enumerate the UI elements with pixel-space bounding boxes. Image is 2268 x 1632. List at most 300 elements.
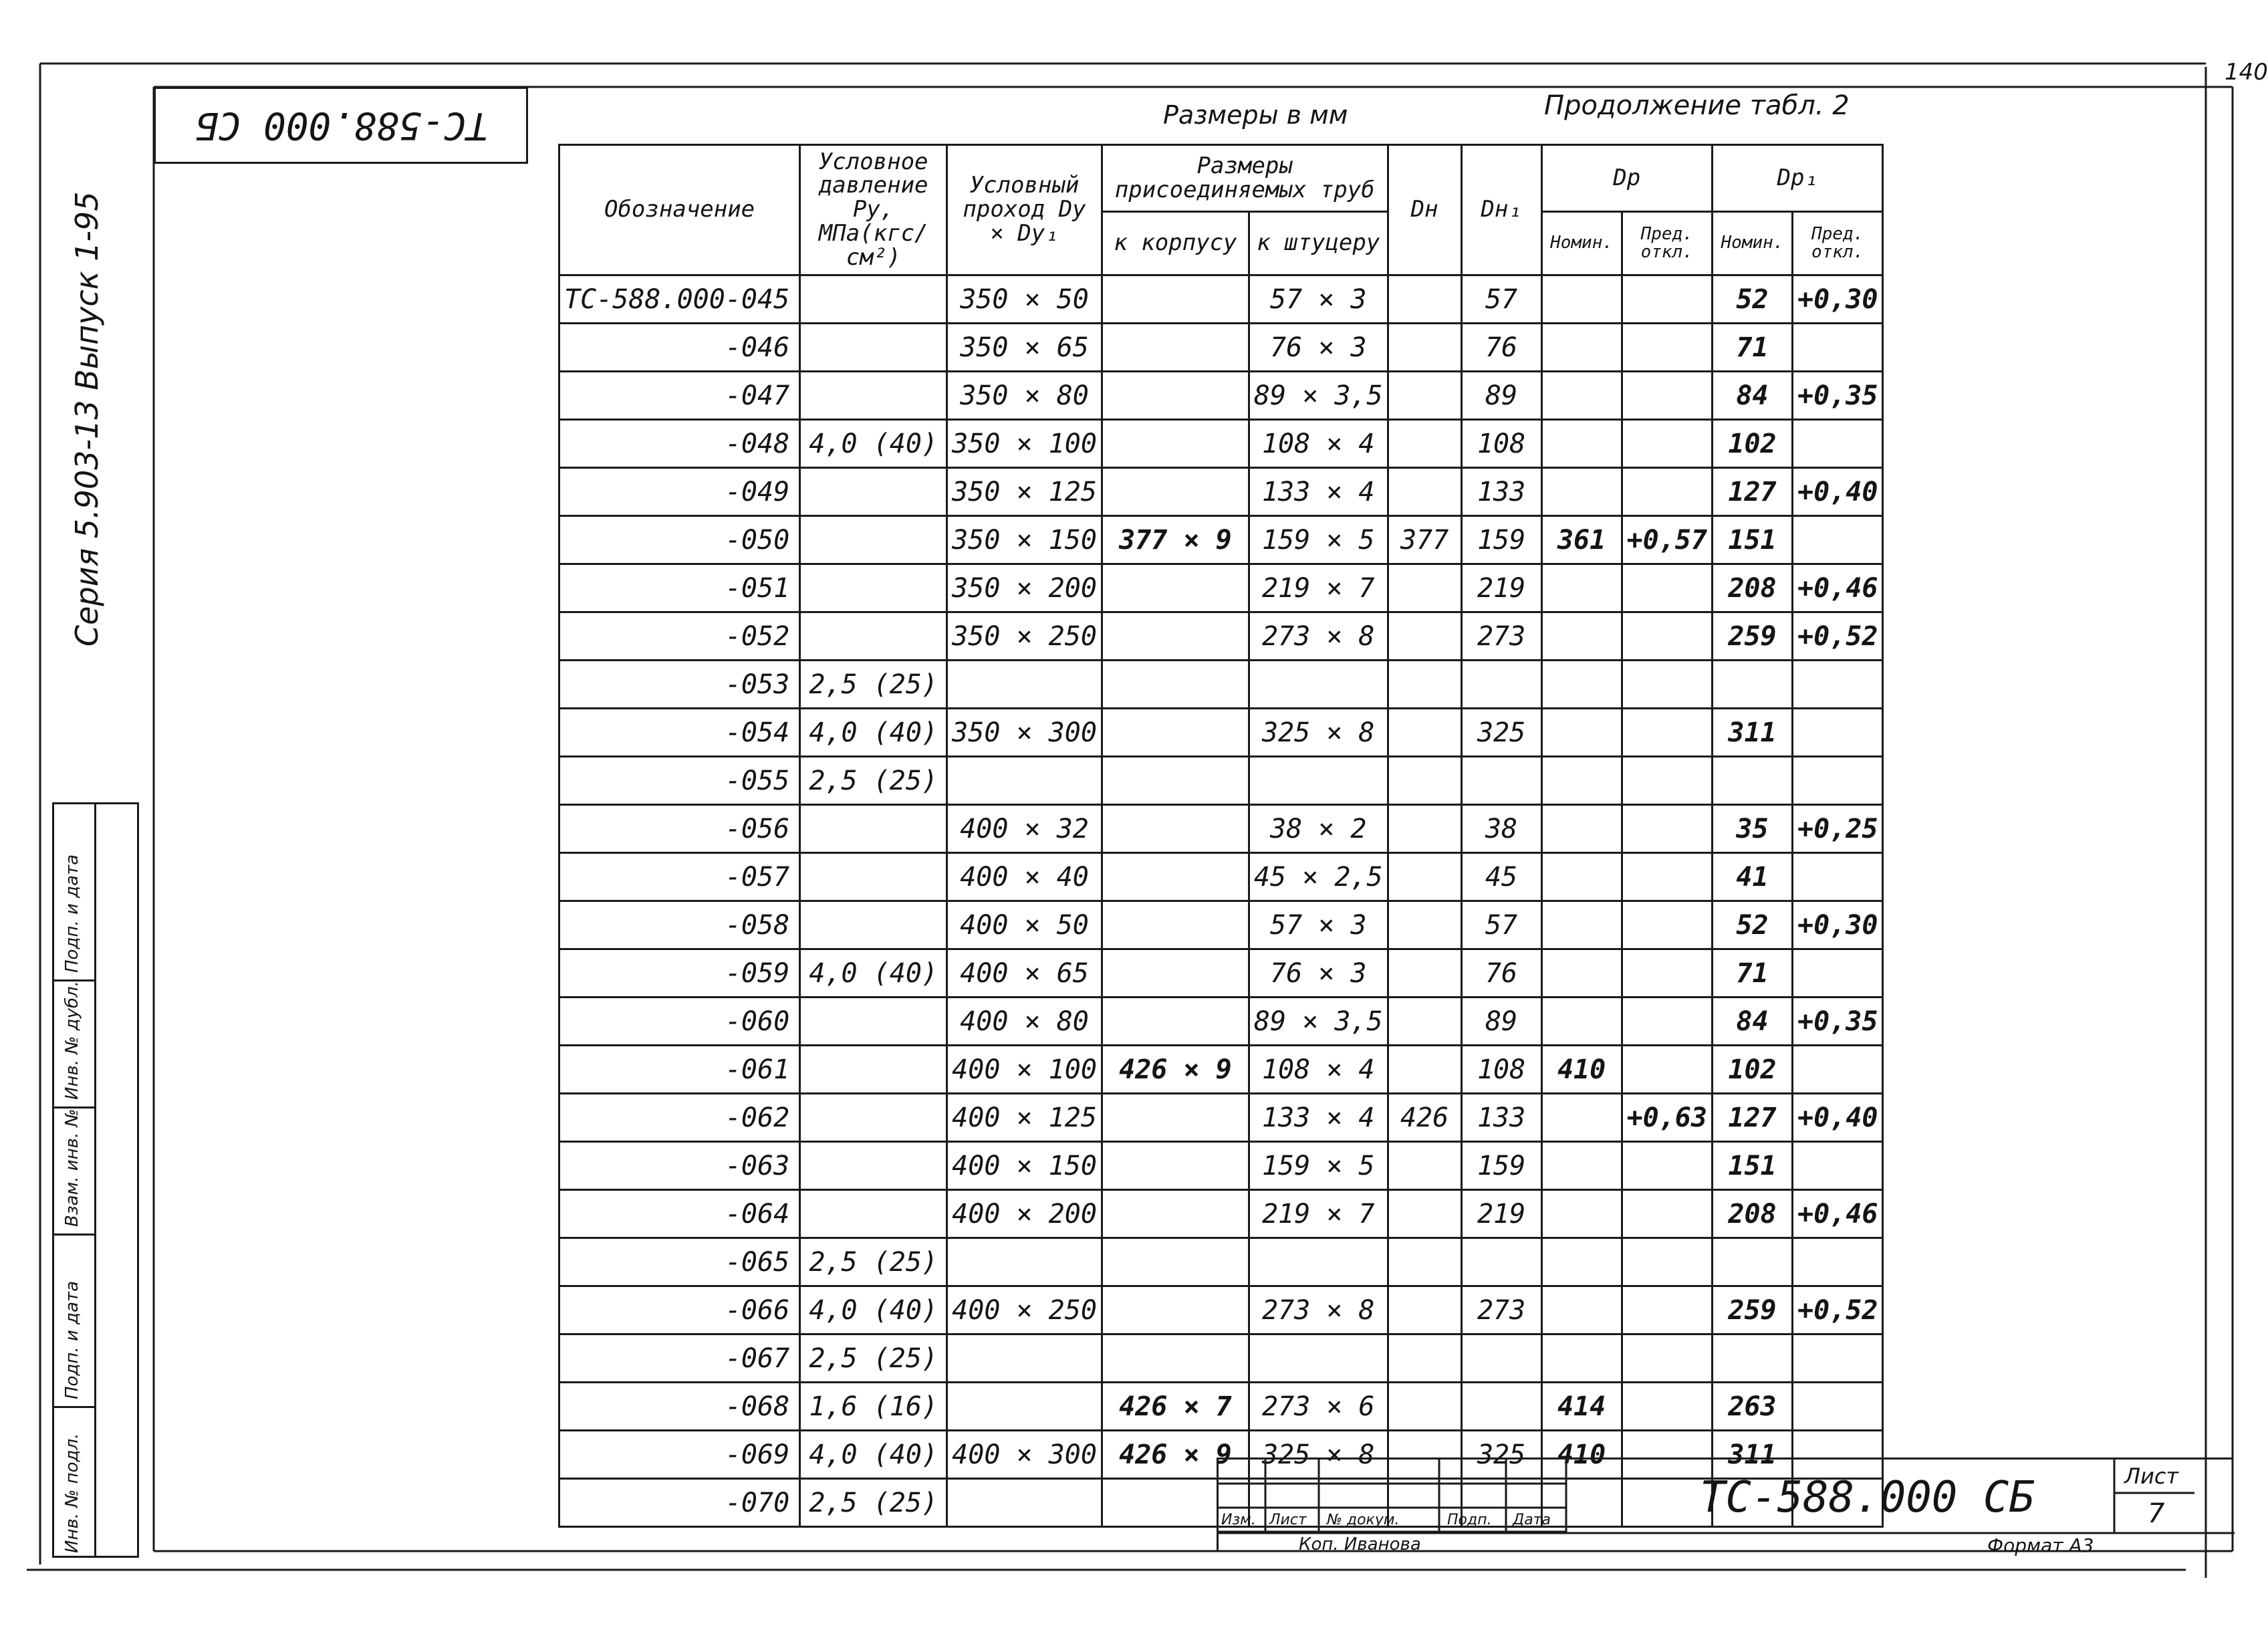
fitting-pipe-cell: 273 × 6 [1249,1383,1388,1431]
side-stamp-label: Взам. инв. № [62,1109,82,1227]
dn-cell [1388,757,1461,805]
dp-nominal-cell [1541,757,1622,805]
dp1-nominal-cell: 127 [1712,1094,1792,1142]
passage-cell [947,1334,1102,1383]
pressure-cell [800,275,947,324]
fitting-pipe-cell: 76 × 3 [1249,949,1388,998]
dp-nominal-cell [1541,564,1622,612]
dp-deviation-cell [1622,1142,1712,1190]
fitting-pipe-cell: 325 × 8 [1249,1431,1388,1479]
side-stamp-label: Инв. № дубл. [62,981,82,1100]
dp1-deviation-cell [1792,1383,1882,1431]
pressure-cell [800,564,947,612]
dn1-cell: 273 [1461,1286,1541,1334]
dp-deviation-cell [1622,372,1712,420]
body-pipe-cell [1102,805,1249,853]
table-row [559,661,1883,709]
pressure-cell [800,324,947,372]
dp-deviation-cell [1622,1046,1712,1094]
fitting-pipe-cell [1249,1334,1388,1383]
header-nominal-pressure: Условное давление Py, МПа(кгс/см²) [800,145,947,275]
body-pipe-cell [1102,998,1249,1046]
fitting-pipe-cell: 57 × 3 [1249,275,1388,324]
dp1-nominal-cell: 35 [1712,805,1792,853]
dp-deviation-cell [1622,1383,1712,1431]
dp1-deviation-cell: +0,46 [1792,1190,1882,1238]
dn1-cell: 325 [1461,1431,1541,1479]
dn1-cell [1461,1334,1541,1383]
dp1-deviation-cell [1792,1238,1882,1286]
dn1-cell: 273 [1461,612,1541,661]
side-stamp-label: Подп. и дата [62,854,82,973]
pressure-cell [800,612,947,661]
dp-nominal-cell [1541,1190,1622,1238]
dp1-deviation-cell: +0,52 [1792,612,1882,661]
table-row [559,1142,1883,1190]
drawing-code: ТС-588.000 СБ [1700,1473,2035,1522]
dp1-deviation-cell [1792,853,1882,901]
dn1-cell: 219 [1461,564,1541,612]
dp-deviation-cell [1622,1286,1712,1334]
dp1-deviation-cell [1792,1046,1882,1094]
dn-cell [1388,1286,1461,1334]
passage-cell: 400 × 300 [947,1431,1102,1479]
table-row [559,757,1883,805]
table-row [559,1094,1883,1142]
dp1-nominal-cell: 259 [1712,612,1792,661]
dp1-nominal-cell: 41 [1712,853,1792,901]
header-to-body: к корпусу [1102,212,1249,275]
table-row [559,1334,1883,1383]
table-row [559,949,1883,998]
dn1-cell: 76 [1461,949,1541,998]
dp1-nominal-cell: 52 [1712,275,1792,324]
body-pipe-cell [1102,1094,1249,1142]
pressure-cell: 4,0 (40) [800,1286,947,1334]
units-note: Размеры в мм [1163,100,1348,130]
header-designation: Обозначение [559,145,800,275]
passage-cell: 400 × 150 [947,1142,1102,1190]
dp-deviation-cell [1622,420,1712,468]
dn1-cell: 89 [1461,372,1541,420]
dp1-deviation-cell: +0,30 [1792,901,1882,949]
dp-nominal-cell [1541,1142,1622,1190]
body-pipe-cell [1102,1190,1249,1238]
dp1-nominal-cell: 151 [1712,1142,1792,1190]
table-row [559,468,1883,516]
dp-nominal-cell [1541,1094,1622,1142]
table-row [559,1046,1883,1094]
pressure-cell [800,853,947,901]
pressure-cell: 2,5 (25) [800,661,947,709]
title-col-label: Подп. [1447,1512,1492,1528]
designation-cell: -068 [559,1383,800,1431]
dp-deviation-cell [1622,612,1712,661]
pressure-cell [800,805,947,853]
body-pipe-cell [1102,1334,1249,1383]
side-stamp-label: Инв. № подл. [62,1433,82,1553]
dp-nominal-cell [1541,998,1622,1046]
copied-by: Коп. Иванова [1299,1534,1421,1554]
designation-cell: -067 [559,1334,800,1383]
designation-cell: -046 [559,324,800,372]
dp-deviation-cell [1622,564,1712,612]
fitting-pipe-cell: 219 × 7 [1249,1190,1388,1238]
dn-cell [1388,998,1461,1046]
table-row [559,998,1883,1046]
dn1-cell [1461,757,1541,805]
table-row [559,564,1883,612]
passage-cell [947,1383,1102,1431]
dp-deviation-cell [1622,949,1712,998]
passage-cell: 350 × 150 [947,516,1102,564]
dp-nominal-cell [1541,709,1622,757]
passage-cell: 400 × 40 [947,853,1102,901]
body-pipe-cell [1102,468,1249,516]
passage-cell: 400 × 250 [947,1286,1102,1334]
dp-deviation-cell [1622,661,1712,709]
fitting-pipe-cell [1249,661,1388,709]
designation-cell: -065 [559,1238,800,1286]
dn-cell [1388,468,1461,516]
pressure-cell: 4,0 (40) [800,949,947,998]
passage-cell: 350 × 100 [947,420,1102,468]
body-pipe-cell [1102,709,1249,757]
side-stamp [52,802,139,1558]
designation-cell: -060 [559,998,800,1046]
table-row [559,1383,1883,1431]
dp-nominal-cell [1541,853,1622,901]
side-stamp-rule [54,1406,94,1408]
body-pipe-cell: 426 × 9 [1102,1046,1249,1094]
dn1-cell: 219 [1461,1190,1541,1238]
dn1-cell: 133 [1461,468,1541,516]
dp-nominal-cell [1541,1286,1622,1334]
dn1-cell: 57 [1461,901,1541,949]
passage-cell: 350 × 300 [947,709,1102,757]
dp-nominal-cell: 410 [1541,1046,1622,1094]
table-row [559,372,1883,420]
dn-cell [1388,1046,1461,1094]
sheet-label: Лист [2124,1464,2179,1489]
passage-cell [947,1479,1102,1527]
pressure-cell: 4,0 (40) [800,420,947,468]
dp1-nominal-cell [1712,1334,1792,1383]
designation-cell: -066 [559,1286,800,1334]
dn-cell [1388,901,1461,949]
side-stamp-divider [94,804,96,1556]
dp1-nominal-cell: 84 [1712,998,1792,1046]
dp-deviation-cell [1622,1334,1712,1383]
dn1-cell [1461,661,1541,709]
dn-cell [1388,1334,1461,1383]
table-row [559,901,1883,949]
passage-cell [947,1238,1102,1286]
designation-cell: -049 [559,468,800,516]
dn-cell [1388,275,1461,324]
dp-deviation-cell [1622,853,1712,901]
dp-nominal-cell [1541,420,1622,468]
designation-cell: -051 [559,564,800,612]
table-row [559,324,1883,372]
fitting-pipe-cell: 89 × 3,5 [1249,372,1388,420]
body-pipe-cell [1102,949,1249,998]
table-row [559,420,1883,468]
fitting-pipe-cell: 133 × 4 [1249,1094,1388,1142]
dp-deviation-cell: +0,57 [1622,516,1712,564]
header-dp1-nominal: Номин. [1712,212,1792,275]
dp-deviation-cell: +0,63 [1622,1094,1712,1142]
body-pipe-cell [1102,853,1249,901]
pressure-cell [800,1046,947,1094]
dn-cell [1388,1383,1461,1431]
passage-cell: 350 × 50 [947,275,1102,324]
header-dp1: Dр₁ [1712,145,1882,212]
dp-deviation-cell [1622,324,1712,372]
dp-deviation-cell [1622,709,1712,757]
dn-cell [1388,324,1461,372]
fitting-pipe-cell [1249,1238,1388,1286]
dp-nominal-cell [1541,468,1622,516]
dp1-nominal-cell: 151 [1712,516,1792,564]
dp1-nominal-cell: 259 [1712,1286,1792,1334]
dn1-cell: 89 [1461,998,1541,1046]
header-to-fitting: к штуцеру [1249,212,1388,275]
body-pipe-cell [1102,901,1249,949]
header-dp-limit-dev: Пред. откл. [1622,212,1712,275]
dp1-deviation-cell: +0,46 [1792,564,1882,612]
dp-deviation-cell [1622,901,1712,949]
pressure-cell [800,468,947,516]
continuation-note: Продолжение табл. 2 [1544,90,1850,121]
passage-cell: 350 × 125 [947,468,1102,516]
pressure-cell [800,372,947,420]
body-pipe-cell [1102,275,1249,324]
dn-cell [1388,612,1461,661]
passage-cell: 400 × 65 [947,949,1102,998]
dn1-cell: 108 [1461,1046,1541,1094]
fitting-pipe-cell: 133 × 4 [1249,468,1388,516]
header-pipe-sizes: Размеры присоединяемых труб [1102,145,1388,212]
dp-deviation-cell [1622,998,1712,1046]
dn1-cell: 133 [1461,1094,1541,1142]
body-pipe-cell [1102,1286,1249,1334]
fitting-pipe-cell: 273 × 8 [1249,612,1388,661]
title-col-label: № докум. [1327,1512,1400,1528]
dp1-nominal-cell: 311 [1712,709,1792,757]
pressure-cell [800,1142,947,1190]
dn-cell [1388,372,1461,420]
designation-cell: -069 [559,1431,800,1479]
table-row [559,805,1883,853]
designation-cell: -064 [559,1190,800,1238]
header-dp-nominal: Номин. [1541,212,1622,275]
title-col-label: Лист [1269,1512,1307,1528]
passage-cell: 350 × 65 [947,324,1102,372]
dp1-deviation-cell: +0,40 [1792,1094,1882,1142]
page-number: 140 [2225,59,2268,86]
dp-deviation-cell [1622,805,1712,853]
pressure-cell [800,901,947,949]
passage-cell: 400 × 50 [947,901,1102,949]
body-pipe-cell [1102,661,1249,709]
body-pipe-cell [1102,324,1249,372]
designation-cell: ТС-588.000-045 [559,275,800,324]
dp1-deviation-cell: +0,35 [1792,372,1882,420]
body-pipe-cell: 377 × 9 [1102,516,1249,564]
fitting-pipe-cell: 159 × 5 [1249,516,1388,564]
fitting-pipe-cell: 38 × 2 [1249,805,1388,853]
fitting-pipe-cell: 108 × 4 [1249,420,1388,468]
dp-nominal-cell [1541,1334,1622,1383]
passage-cell: 400 × 125 [947,1094,1102,1142]
dn1-cell: 159 [1461,516,1541,564]
table-row [559,275,1883,324]
fitting-pipe-cell: 108 × 4 [1249,1046,1388,1094]
title-block [1217,1458,2233,1556]
pressure-cell: 1,6 (16) [800,1383,947,1431]
table-row [559,1190,1883,1238]
designation-cell: -062 [559,1094,800,1142]
dn-cell: 377 [1388,516,1461,564]
passage-cell: 350 × 80 [947,372,1102,420]
dp-nominal-cell [1541,372,1622,420]
dp-deviation-cell [1622,1238,1712,1286]
fitting-pipe-cell: 57 × 3 [1249,901,1388,949]
body-pipe-cell [1102,372,1249,420]
pressure-cell: 2,5 (25) [800,1479,947,1527]
body-pipe-cell [1102,564,1249,612]
dp1-nominal-cell: 311 [1712,1431,1792,1479]
dp1-nominal-cell: 52 [1712,901,1792,949]
table-row [559,1238,1883,1286]
pressure-cell [800,516,947,564]
fitting-pipe-cell: 76 × 3 [1249,324,1388,372]
side-stamp-rule [54,1234,94,1236]
dp-nominal-cell: 361 [1541,516,1622,564]
table-row [559,612,1883,661]
dn-cell [1388,709,1461,757]
dp-deviation-cell [1622,468,1712,516]
designation-cell: -050 [559,516,800,564]
pressure-cell [800,1094,947,1142]
passage-cell: 400 × 200 [947,1190,1102,1238]
dp1-deviation-cell [1792,949,1882,998]
passage-cell [947,661,1102,709]
dp1-nominal-cell: 127 [1712,468,1792,516]
fitting-pipe-cell: 273 × 8 [1249,1286,1388,1334]
body-pipe-cell [1102,757,1249,805]
mirrored-code: ТС-588.000 СБ [196,104,489,147]
dp-nominal-cell [1541,901,1622,949]
designation-cell: -053 [559,661,800,709]
dn1-cell: 325 [1461,709,1541,757]
dn-cell [1388,1238,1461,1286]
body-pipe-cell [1102,1238,1249,1286]
dn-cell: 426 [1388,1094,1461,1142]
dp1-deviation-cell [1792,1142,1882,1190]
dp-deviation-cell [1622,1190,1712,1238]
dp1-deviation-cell [1792,1334,1882,1383]
fitting-pipe-cell: 89 × 3,5 [1249,998,1388,1046]
dp1-nominal-cell: 71 [1712,949,1792,998]
dp-nominal-cell [1541,661,1622,709]
dn-cell [1388,661,1461,709]
table-row [559,1286,1883,1334]
passage-cell: 350 × 200 [947,564,1102,612]
dp1-deviation-cell: +0,30 [1792,275,1882,324]
dp1-nominal-cell: 208 [1712,1190,1792,1238]
body-pipe-cell [1102,1142,1249,1190]
dp1-nominal-cell [1712,1238,1792,1286]
dn1-cell: 108 [1461,420,1541,468]
dn1-cell: 57 [1461,275,1541,324]
dp1-nominal-cell [1712,757,1792,805]
dn1-cell [1461,1238,1541,1286]
header-dp1-limit-dev: Пред. откл. [1792,212,1882,275]
table-row [559,516,1883,564]
sheet-number: 7 [2148,1498,2165,1529]
designation-cell: -047 [559,372,800,420]
dp-deviation-cell [1622,275,1712,324]
body-pipe-cell [1102,420,1249,468]
format-label: Формат А3 [1987,1534,2094,1556]
dp1-deviation-cell [1792,324,1882,372]
body-pipe-cell [1102,612,1249,661]
fitting-pipe-cell: 45 × 2,5 [1249,853,1388,901]
dp-nominal-cell [1541,1238,1622,1286]
dp-nominal-cell [1541,612,1622,661]
dn-cell [1388,805,1461,853]
header-dp: Dр [1541,145,1712,212]
fitting-pipe-cell: 325 × 8 [1249,709,1388,757]
dp1-nominal-cell [1712,661,1792,709]
dn1-cell: 76 [1461,324,1541,372]
dp1-deviation-cell: +0,25 [1792,805,1882,853]
designation-cell: -063 [559,1142,800,1190]
dp1-deviation-cell: +0,35 [1792,998,1882,1046]
fitting-pipe-cell: 159 × 5 [1249,1142,1388,1190]
designation-cell: -048 [559,420,800,468]
dp1-nominal-cell: 84 [1712,372,1792,420]
pressure-cell: 4,0 (40) [800,1431,947,1479]
dn-cell [1388,1142,1461,1190]
dn1-cell: 45 [1461,853,1541,901]
pressure-cell: 2,5 (25) [800,1334,947,1383]
dp-deviation-cell [1622,757,1712,805]
dn-cell [1388,420,1461,468]
dimensions-table [558,144,1884,1528]
dp-nominal-cell [1541,949,1622,998]
designation-cell: -056 [559,805,800,853]
mirrored-code-box [154,87,528,164]
dp1-nominal-cell: 102 [1712,1046,1792,1094]
dp1-deviation-cell [1792,420,1882,468]
dn1-cell [1461,1383,1541,1431]
side-stamp-label: Подп. и дата [62,1280,82,1399]
dn-cell [1388,564,1461,612]
dp-nominal-cell [1541,324,1622,372]
dp1-deviation-cell [1792,516,1882,564]
dn-cell [1388,949,1461,998]
title-col-label: Дата [1513,1512,1551,1528]
designation-cell: -055 [559,757,800,805]
dp-nominal-cell [1541,275,1622,324]
dp1-deviation-cell [1792,709,1882,757]
fitting-pipe-cell: 219 × 7 [1249,564,1388,612]
series-label: Серия 5.903-13 Выпуск 1-95 [69,191,105,647]
dp1-nominal-cell: 208 [1712,564,1792,612]
